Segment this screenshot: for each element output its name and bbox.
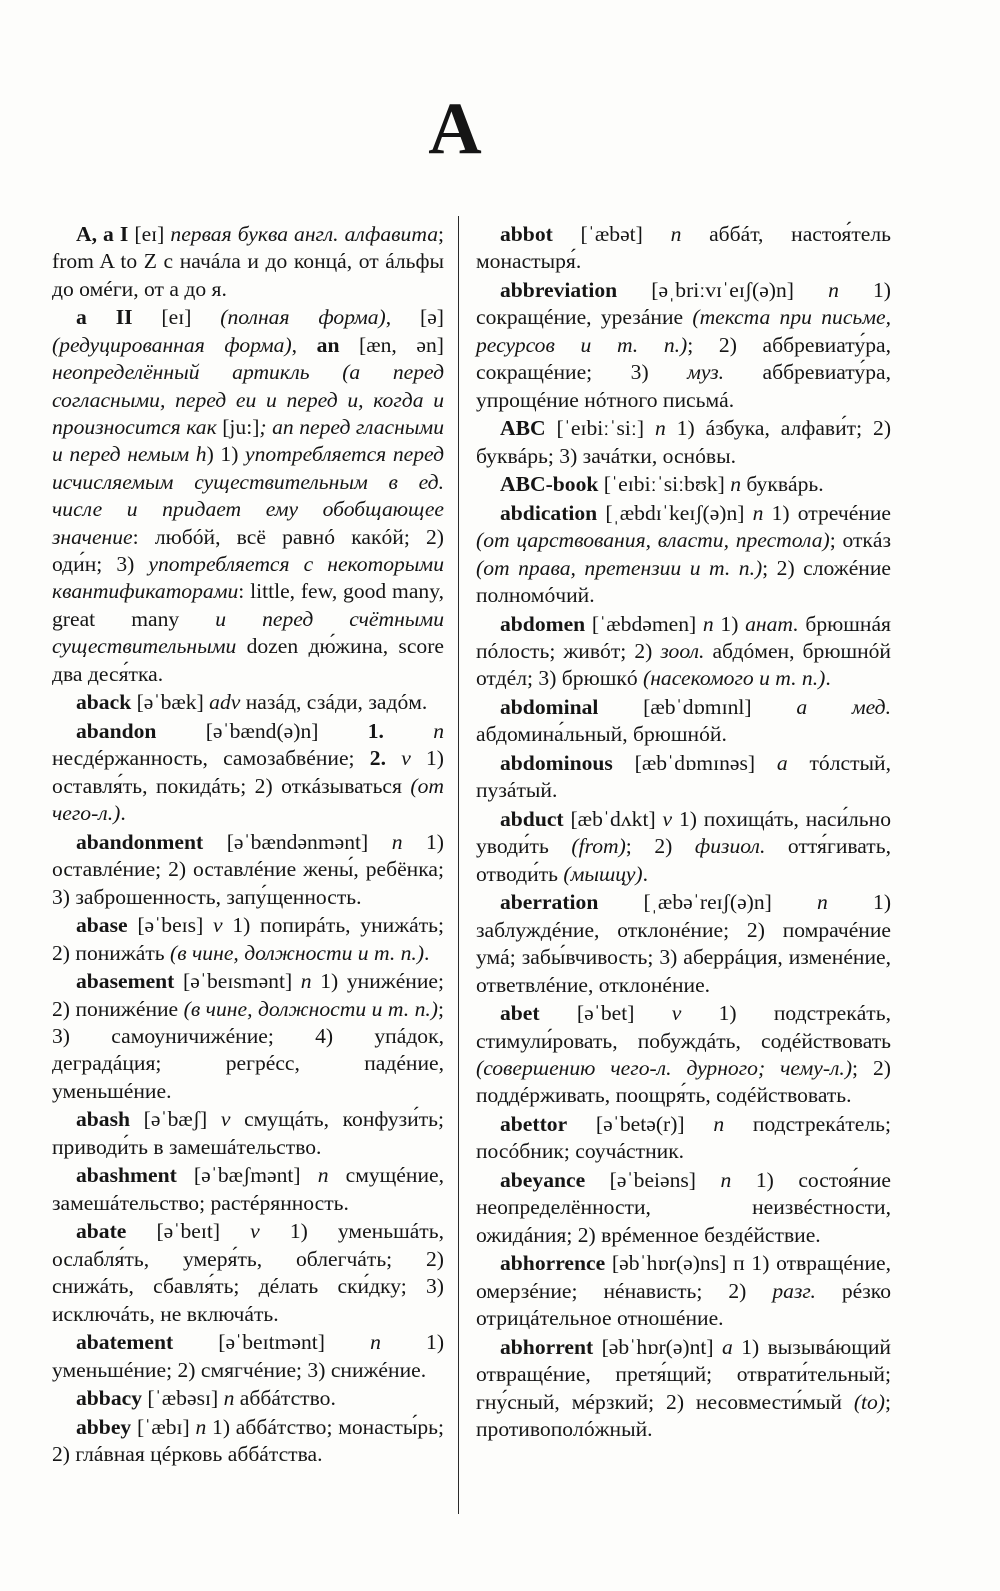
- entry-headword: A, a I: [76, 222, 129, 246]
- dictionary-entry: [476, 1000, 891, 1110]
- entry-text: ; 2) поддéрживать, поощря́ть, содéйствовать.: [476, 1056, 891, 1108]
- dictionary-entry: [476, 500, 891, 610]
- entry-label: v: [662, 807, 673, 832]
- entry-headword: abashment: [76, 1163, 177, 1188]
- entry-headword: 1.: [367, 718, 384, 743]
- dictionary-entry: [52, 718, 444, 828]
- entry-label: v: [220, 1107, 231, 1132]
- entry-text: [əbˈhɒr(ə)ns] п 1) отвращéние, омерзéние; нéнависть; 2): [476, 1251, 891, 1303]
- entry-text: [æbˈdɒmɪnl]: [598, 695, 797, 720]
- entry-text: 1) аббáтство; монасты́рь; 2) глáвная цéрковь аббáтства.: [52, 1414, 444, 1467]
- entry-label: муз.: [687, 360, 725, 385]
- entry-headword: aback: [76, 690, 132, 715]
- entry-text: [æbˈdɒmɪnəs]: [612, 751, 777, 776]
- entry-text: [ˈæbdəmen]: [585, 611, 703, 636]
- entry-headword: abduct: [500, 807, 564, 832]
- dictionary-entry: [52, 829, 444, 911]
- entry-label: n: [730, 472, 741, 497]
- entry-text: [ˈæbət]: [552, 222, 671, 246]
- entry-text: .: [825, 666, 831, 691]
- entry-label: n: [391, 829, 403, 854]
- entry-headword: 2.: [369, 746, 386, 771]
- entry-text: [ˈæbəsɪ]: [142, 1386, 224, 1411]
- entry-label: (от права, претензии и т. п.): [476, 555, 763, 580]
- entry-headword: abbot: [500, 222, 553, 246]
- entry-text: [əˈbeɪtmənt]: [173, 1330, 371, 1355]
- dictionary-entry: [476, 221, 891, 276]
- dictionary-entry: [476, 277, 891, 414]
- entry-label: n: [370, 1330, 381, 1355]
- dictionary-entry: [52, 1162, 444, 1217]
- entry-label: употребляется с некоторыми квантификаторами: [52, 552, 444, 604]
- entry-label: (полная форма): [220, 305, 386, 330]
- entry-text: 1) вызывáющий отвращéние, претя́щий; отврати́тельный; гну́сный, мéрзкий; 2) несовмести́мый: [476, 1334, 891, 1414]
- entry-label: n: [317, 1163, 329, 1188]
- entry-label: (насекомого и т. п.): [643, 666, 826, 691]
- entry-label: (from): [571, 834, 626, 859]
- entry-text: брюшнáя пóлость; живóт; 2): [476, 611, 891, 664]
- entry-text: [əˈbetə(r)]: [567, 1112, 714, 1137]
- entry-text: [ˈeɪbiːˈsiːbʊk]: [598, 472, 731, 497]
- entry-text: аббáт, настоя́тель монастыря́.: [476, 222, 891, 274]
- entry-text: 1) оставля́ть, покидáть; 2) откáзываться: [52, 746, 444, 798]
- dictionary-entry: [476, 694, 891, 749]
- dictionary-entry: [476, 1334, 891, 1444]
- entry-headword: abandonment: [76, 829, 204, 854]
- entry-text: [ˌæbdɪˈkeɪʃ(ə)n]: [597, 500, 753, 525]
- entry-label: n: [752, 500, 764, 525]
- entry-text: [386, 746, 401, 770]
- entry-label: первая буква англ. алфавита: [170, 222, 438, 246]
- entry-text: [əˈbeɪt]: [126, 1219, 251, 1244]
- entry-text: абдомина́льный, брюшнóй.: [476, 722, 727, 747]
- entry-text: 1) оставлéние; 2) оставлéние жены́, ребёнка; 3) заброшенность, запу́щенность.: [52, 829, 445, 909]
- dictionary-entry: [476, 471, 891, 498]
- entry-label: v: [250, 1219, 260, 1244]
- entry-text: ; 3) самоуничижéние; 4) упáдок, деградáция; регрéсс, падéние, уменьшéние.: [52, 996, 444, 1103]
- entry-text: [ˈeɪbiːˈsiː]: [545, 416, 655, 441]
- entry-headword: abbacy: [76, 1386, 142, 1411]
- entry-text: [æbˈdʌkt]: [563, 807, 663, 832]
- entry-headword: a II: [76, 305, 133, 330]
- entry-headword: abeyance: [500, 1168, 586, 1193]
- entry-headword: abdication: [500, 500, 598, 525]
- page-letter-heading: A: [428, 88, 482, 170]
- entry-label: и перед счётными существительными: [52, 606, 444, 659]
- entry-text: [ˌæbəˈreɪʃ(ə)n]: [598, 890, 818, 915]
- entry-label: употребляется перед исчисляемым существительным в ед. числе и придает ему обобщающее значение: [52, 442, 444, 549]
- entry-label: a мед.: [796, 695, 891, 720]
- dictionary-entry: [52, 912, 444, 967]
- entry-text: .: [642, 861, 648, 886]
- entry-text: ) 1): [206, 442, 246, 467]
- entry-text: [əˌbriːvɪˈeɪʃ(ə)n]: [617, 278, 829, 302]
- entry-label: v: [401, 746, 411, 771]
- entry-label: (to): [853, 1389, 885, 1414]
- entry-text: [əˈbændənmənt]: [203, 829, 392, 854]
- dictionary-entry: [52, 304, 444, 688]
- entry-text: 1) уменьшáть, ослабля́ть, умеря́ть, облегчáть; 2) снижáть, сбавля́ть; дéлать ски́дку; 3) исключáть, не включáть.: [52, 1219, 444, 1326]
- entry-text: ,: [291, 332, 317, 357]
- entry-label: n: [817, 890, 828, 915]
- entry-text: : little, few, good many, great many: [52, 579, 444, 631]
- entry-label: n: [828, 278, 839, 302]
- left-column: [52, 221, 444, 1470]
- dictionary-entry: [476, 750, 891, 805]
- entry-label: разг.: [772, 1278, 816, 1303]
- entry-label: n: [720, 1168, 732, 1193]
- entry-headword: abasement: [76, 969, 175, 994]
- dictionary-entry: [52, 968, 444, 1105]
- entry-text: [eɪ]: [128, 222, 171, 246]
- entry-text: смущáть, конфузи́ть; приводи́ть в замешáтельство.: [52, 1107, 444, 1159]
- entry-label: зоол.: [660, 639, 705, 664]
- entry-headword: abhorrence: [500, 1251, 606, 1276]
- entry-text: ; 2): [625, 834, 695, 859]
- entry-headword: abatement: [76, 1330, 174, 1355]
- entry-text: рéзко отрицáтельное отношéние.: [476, 1278, 891, 1331]
- entry-text: буквáрь.: [741, 472, 824, 497]
- dictionary-entry: [476, 889, 891, 999]
- entry-text: аббáтство.: [234, 1386, 336, 1411]
- entry-text: 1) сокращéние, урезáние: [476, 278, 891, 330]
- dictionary-entry: [476, 1111, 891, 1166]
- entry-headword: abet: [500, 1001, 540, 1026]
- entry-text: [əˈbet]: [539, 1001, 672, 1026]
- entry-label: ; an перед гласными и перед немым h: [52, 415, 444, 467]
- entry-text: [æn, ən]: [339, 332, 444, 357]
- entry-label: a: [776, 751, 788, 776]
- entry-text: .: [424, 940, 430, 965]
- entry-headword: abash: [76, 1107, 131, 1132]
- entry-label: n: [713, 1112, 725, 1137]
- entry-text: [ju:]: [216, 415, 260, 440]
- dictionary-entry: [476, 1250, 891, 1332]
- entry-text: .: [120, 801, 126, 826]
- dictionary-entry: [52, 1106, 444, 1161]
- entry-text: [əbˈhɒr(ə)nt]: [593, 1334, 722, 1359]
- dictionary-entry: [52, 1329, 444, 1384]
- entry-label: (текста при письме, ресурсов и т. п.): [476, 305, 891, 357]
- entry-text: : любóй, всё равнó какóй; 2) оди́н; 3): [52, 524, 444, 577]
- entry-text: 1) уменьшéние; 2) смягчéние; 3) снижéние.: [52, 1330, 445, 1382]
- dictionary-entry: [52, 1414, 444, 1469]
- entry-text: [əˈbæʃmənt]: [176, 1163, 318, 1188]
- entry-headword: abate: [76, 1219, 127, 1244]
- dictionary-entry: [476, 415, 891, 470]
- entry-headword: ABC-book: [500, 472, 599, 497]
- entry-headword: an: [316, 332, 340, 357]
- entry-label: n: [702, 611, 714, 636]
- entry-text: 1) состоя́ние неопределённости, неизвéстности, ожидáния; 2) врéменное бездéйствие.: [476, 1168, 891, 1247]
- entry-label: n: [195, 1414, 207, 1439]
- entry-text: [ˈæbɪ]: [131, 1414, 196, 1439]
- column-divider: [458, 216, 459, 1514]
- entry-label: n: [433, 718, 444, 743]
- entry-headword: abbreviation: [500, 278, 618, 302]
- entry-headword: abdominal: [500, 695, 599, 720]
- entry-text: ; 2) аббревиату́ра, сокращéние; 3): [476, 332, 891, 385]
- entry-text: 1) отречéние: [763, 500, 891, 525]
- entry-text: dozen дю́жина, score два деся́тка.: [52, 634, 444, 686]
- entry-text: 1) заблуждéние, отклонéние; 2) помрачéние умá; забы́вчивость; 3) аберрáция, изменéние, ответвлéние, отклонéние.: [476, 890, 892, 997]
- entry-label: (в чине, должности и т. п.): [170, 940, 425, 965]
- entry-text: подстрекáтель; посóбник; соучáстник.: [476, 1112, 891, 1164]
- entry-text: тóлстый, пузáтый.: [476, 751, 891, 803]
- entry-text: смущéние, замешáтельство; растéрянность.: [52, 1163, 444, 1215]
- entry-label: физиол.: [694, 834, 766, 859]
- entry-label: v: [213, 913, 223, 938]
- entry-headword: abdominous: [500, 751, 613, 776]
- entry-text: [384, 719, 433, 743]
- entry-text: 1) попирáть, унижáть; 2) понижáть: [52, 913, 444, 965]
- entry-text: назáд, сзáди, задóм.: [240, 690, 428, 715]
- dictionary-entry: [476, 806, 891, 888]
- entry-text: абдóмен, брюшнóй отдéл; 3) брюшкó: [476, 639, 891, 691]
- entry-text: 1) áзбука, алфави́т; 2) буквáрь; 3) зачáтки, оснóвы.: [476, 416, 892, 468]
- entry-headword: abhorrent: [500, 1334, 594, 1359]
- entry-text: [əˈbeɪs]: [127, 913, 213, 938]
- dictionary-entry: [476, 611, 891, 693]
- entry-headword: abettor: [500, 1112, 568, 1137]
- entry-text: [əˈbænd(ə)n]: [156, 718, 368, 743]
- entry-label: анат.: [745, 611, 799, 636]
- entry-text: [əˈbæk]: [131, 690, 210, 715]
- entry-text: [eɪ]: [132, 305, 221, 330]
- entry-label: adv: [209, 690, 241, 715]
- entry-headword: ABC: [500, 416, 546, 441]
- entry-text: 1) унижéние; 2) понижéние: [52, 969, 444, 1021]
- entry-headword: abbey: [76, 1414, 132, 1439]
- dictionary-entry: [52, 221, 444, 303]
- entry-text: [əˈbæʃ]: [130, 1107, 221, 1132]
- entry-text: ; противопoлóжный.: [476, 1389, 891, 1442]
- entry-headword: abdomen: [500, 611, 586, 636]
- entry-label: (от царствования, власти, престола): [476, 528, 830, 553]
- entry-label: (редуцированная форма): [52, 332, 292, 357]
- entry-text: 1) подстрекáть, стимули́ровать, побуждáть, содéйствовать: [476, 1001, 891, 1053]
- entry-text: 1) похищáть, наси́льно уводи́ть: [476, 807, 891, 859]
- entry-text: [əˈbeɪsmənt]: [174, 969, 301, 994]
- dictionary-entry: [52, 1385, 444, 1412]
- entry-text: 1): [713, 611, 746, 636]
- entry-headword: abase: [76, 913, 128, 938]
- entry-headword: abandon: [76, 718, 157, 743]
- right-column: [476, 221, 891, 1445]
- entry-text: ; откáз: [829, 528, 892, 553]
- entry-label: (от чего-л.): [52, 773, 444, 826]
- entry-label: a: [722, 1334, 733, 1359]
- dictionary-entry: [52, 1218, 444, 1328]
- entry-label: n: [655, 416, 666, 441]
- entry-text: [əˈbeiəns]: [585, 1168, 721, 1193]
- entry-label: (в чине, должности и т. п.): [183, 996, 438, 1021]
- entry-label: (мышцу): [563, 861, 643, 886]
- entry-label: v: [671, 1001, 682, 1026]
- dictionary-entry: [52, 689, 444, 716]
- entry-text: аббревиату́ра, упрощéние нóтного письмá.: [476, 360, 892, 412]
- entry-label: n: [300, 969, 312, 994]
- entry-text: оття́гивать, отводи́ть: [476, 834, 891, 886]
- entry-text: несдéржанность, самозабвéние;: [52, 746, 370, 771]
- entry-text: ; from A to Z с начáла и до концá, от áльфы до омéги, от а до я.: [52, 222, 444, 301]
- entry-text: ; 2) сложéние полномóчий.: [476, 555, 891, 608]
- entry-label: неопределённый артикль (a перед согласными, перед eu и перед u, когда и произносится как: [52, 360, 444, 440]
- dictionary-entry: [476, 1167, 891, 1249]
- entry-headword: aberration: [500, 890, 599, 915]
- entry-label: n: [670, 222, 682, 246]
- entry-text: , [ə]: [385, 305, 444, 330]
- entry-label: (совершению чего-л. дурного; чему-л.): [476, 1056, 853, 1081]
- entry-label: n: [223, 1386, 235, 1411]
